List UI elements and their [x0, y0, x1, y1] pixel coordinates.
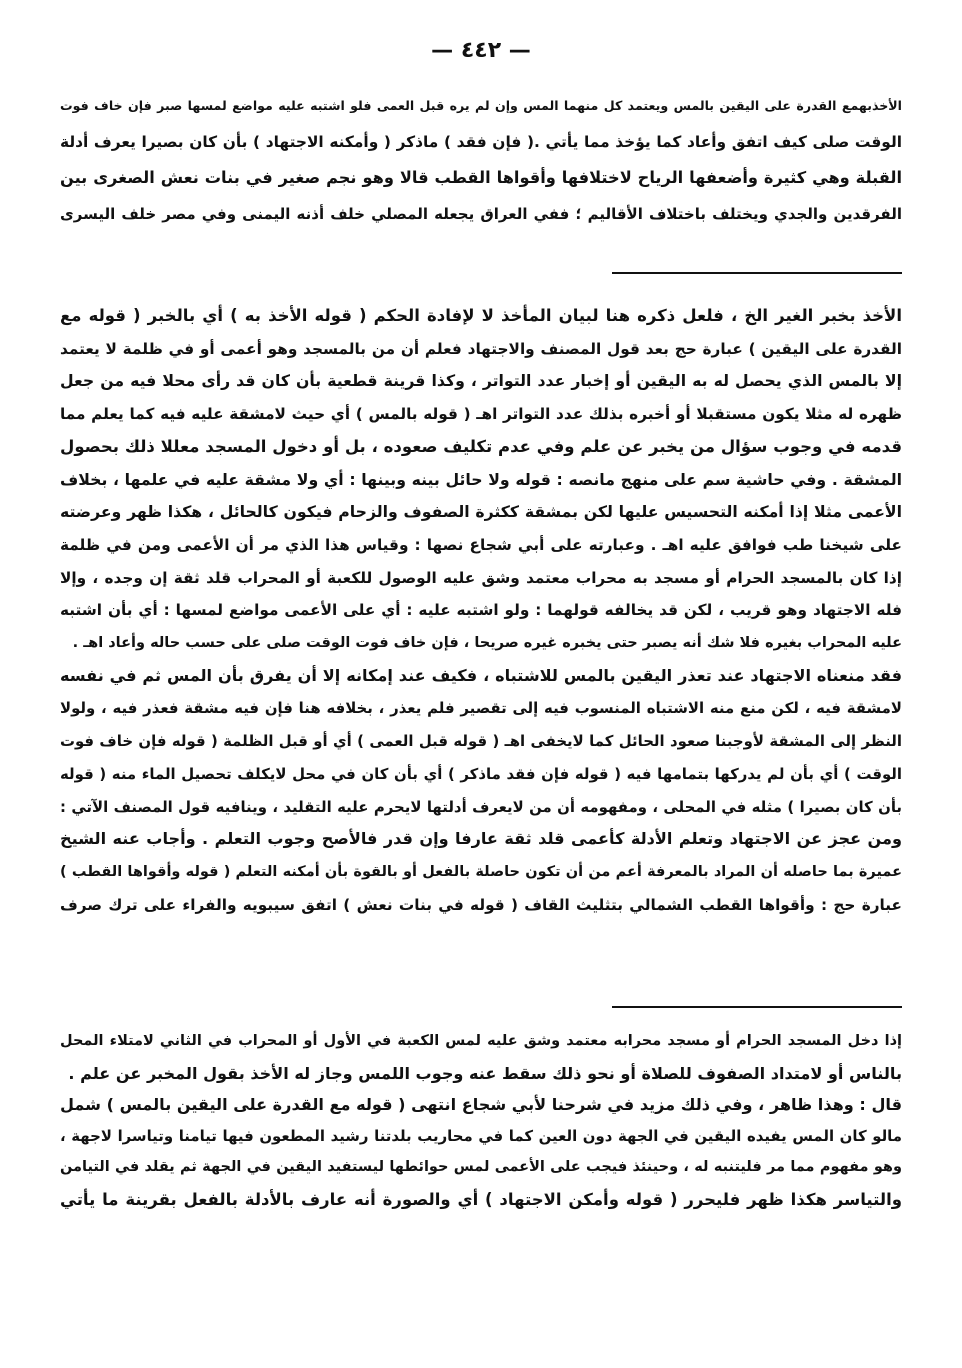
commentary-line: بالناس أو لامتداد الصفوف للصلاة أو نحو ذلك سقط عنه وجوب اللمس وجاز له الأخذ بقول المخبر عن علم . [68, 1063, 902, 1083]
commentary-line: عليه المحراب بغيره فلا شك أنه يصبر حتى يخبره غيره صريحا ، فإن خاف فوت الوقت صلى على حسب حاله وأعاد اهـ . [72, 635, 902, 652]
commentary-line: الوقت ) أي بأن لم يدركها بتمامها فيه ( قوله فإن فقد ماذكر ) أي بأن كان في محل لايكلف تحصيل الماء منه ( قوله [60, 764, 902, 783]
commentary-line: قال : وهذا ظاهر ، وفي ذلك مزيد في شرحنا لأبي شجاع انتهى ( قوله مع القدرة على اليقين بالمس ) شمل [60, 1095, 902, 1114]
commentary-line: إلا بالمس الذي يحصل له به اليقين أو إخبار عدد التواتر ، وكذا قرينة قطعية بأن كان قد رأى محلا فيه من جعل [60, 371, 902, 391]
commentary-line: الأعمى مثلا إذا أمكنه التحسيس عليها لكن بمشقة ككثرة الصفوف والزحام فيكون كالحائل ، هكذا ظهر وعرضته [60, 502, 902, 522]
main-text-line: القبلة وهي كثيرة وأضعفها الرياح لاختلافها وأقواها القطب قالا وهو نجم صغير في بنات نعش الصغرى بين [60, 168, 902, 187]
commentary-line: إذا كان بالمسجد الحرام أو مسجد به محراب معتمد وشق عليه الوصول للكعبة أو المحراب قلد ثقة إن وجده ، وإلا [60, 568, 902, 587]
footnote-divider [612, 1006, 902, 1008]
main-text [60, 88, 902, 232]
commentary-line: النظر إلى المشقة لأوجبنا صعود الحائل كما لايخفى اهـ ( قوله قبل العمى ) أي أو قبل الظلمة ( قوله فإن خاف فوت [60, 732, 902, 751]
page-number: — ٤٤٢ — [431, 38, 531, 63]
commentary-line: إذا دخل المسجد الحرام أو مسجد محرابه معتمد وشق عليه لمس الكعبة في الأول أو المحراب في الثاني لامتلاء المحل [60, 1033, 902, 1049]
commentary-line: مالو كان المس يفيده اليقين في الجهة دون العين كما في محاريب بلدتنا رشيد المطعون فيها تيامنا وتياسرا لاجهة ، [60, 1126, 902, 1145]
main-text-line: الوقت صلى كيف اتفق وأعاد كما يؤخذ مما يأتي .( فإن فقد ) ماذكر ( وأمكنه الاجتهاد ) بأن كان بصيرا يعرف أدلة [60, 133, 902, 151]
commentary-second [60, 1026, 902, 1215]
commentary-line: بأن كان بصيرا ) مثله في المحلى ، ومفهومه أن من لايعرف أدلتها لايحرم عليه التقليد ، وينافيه قول المصنف الآتي : [60, 797, 902, 816]
commentary-line: ظهره له مثلا يكون مستقبلا أو أخبره بذلك عدد التواتر اهـ ( قوله بالمس ) أي حيث لامشقة عليه فيه كما يعلم مما [60, 405, 902, 424]
commentary-first [60, 300, 902, 921]
commentary-line: عبارة حج : وأقواها القطب الشمالي بتثليث القاف ( قوله في بنات نعش ) اتفق سيبويه والفراء على ترك صرف [60, 895, 902, 914]
commentary-line: المشقة . وفي حاشية سم على منهج مانصه : قوله ولا حائل بينه وبينها : أي ولا مشقة عليه في علمها ، بخلاف [60, 469, 902, 489]
commentary-line: وهو مفهوم مما مر فليتنبه له ، وحينئذ فيجب على الأعمى لمس حوائطها ليستفيد اليقين في الجهة ثم يقلد في التيامن [60, 1159, 902, 1175]
commentary-line: عميرة بما حاصله أن المراد بالمعرفة أعم من أن تكون حاصلة بالفعل أو بالقوة بأن أمكنه التعلم ( قوله وأقواها القطب ) [60, 863, 902, 880]
commentary-line: ومن عجز عن الاجتهاد وتعلم الأدلة كأعمى قلد ثقة عارفا وإن قدر فالأصح وجوب التعلم . وأجاب عنه الشيخ [60, 829, 902, 849]
commentary-line: فله الاجتهاد وهو قريب ، لكن قد يخالفه قولهما : ولو اشتبه عليه : أي على الأعمى مواضع لمسها : أي بأن اشتبه [60, 601, 902, 620]
commentary-line: قدمه في وجوب سؤال من يخبر عن علم وفي عدم تكليف صعوده ، بل أو دخول المسجد معللا ذلك بحصول [60, 436, 902, 456]
commentary-line: الأخذ بخبر الغير الخ ، فلعل ذكره هنا لبيان المأخذ لا لإفادة الحكم ( قوله الأخذ به ) أي بالخبر ( قوله مع [60, 306, 902, 325]
main-text-line: الأخذبهمع القدرة على اليقين بالمس ويعتمد كل منهما المس وإن لم يره قبل العمى فلو اشتبه عليه مواضع لمسها صبر فإن خاف فوت [60, 98, 902, 113]
commentary-line: القدرة على اليقين ) عبارة حج بعد قول المصنف والاجتهاد فعلم أن من بالمسجد وهو أعمى أو في ظلمة لا يعتمد [60, 339, 902, 358]
footnote-divider [612, 272, 902, 274]
commentary-line: لامشقة فيه ، لكن منع منه الاشتباه المنسوب فيه إلى تقصير فلم يعذر ، بخلافه هنا فإن فيه مشقة فعذر فيه ، ولولا [60, 699, 902, 718]
commentary-line: على شيخنا طب فوافق عليه اهـ . وعبارته على أبي شجاع نصها : وقياس هذا الذي مر أن الأعمى ومن في ظلمة [60, 535, 902, 554]
commentary-line: والتياسر هكذا ظهر فليحرر ( قوله وأمكن الاجتهاد ) أي والصورة أنه عارف بالأدلة بالفعل بقرينة ما يأتي [60, 1189, 902, 1209]
commentary-line: فقد منعناه الاجتهاد عند تعذر اليقين بالمس للاشتباه ، فكيف عند إمكانه إلا أن يفرق بأن المس ثم في نفسه [60, 665, 902, 685]
main-text-line: الفرقدين والجدي ويختلف باختلاف الأقاليم ؛ ففي العراق يجعله المصلي خلف أذنه اليمنى وفي مصر خلف اليسرى [60, 205, 902, 223]
